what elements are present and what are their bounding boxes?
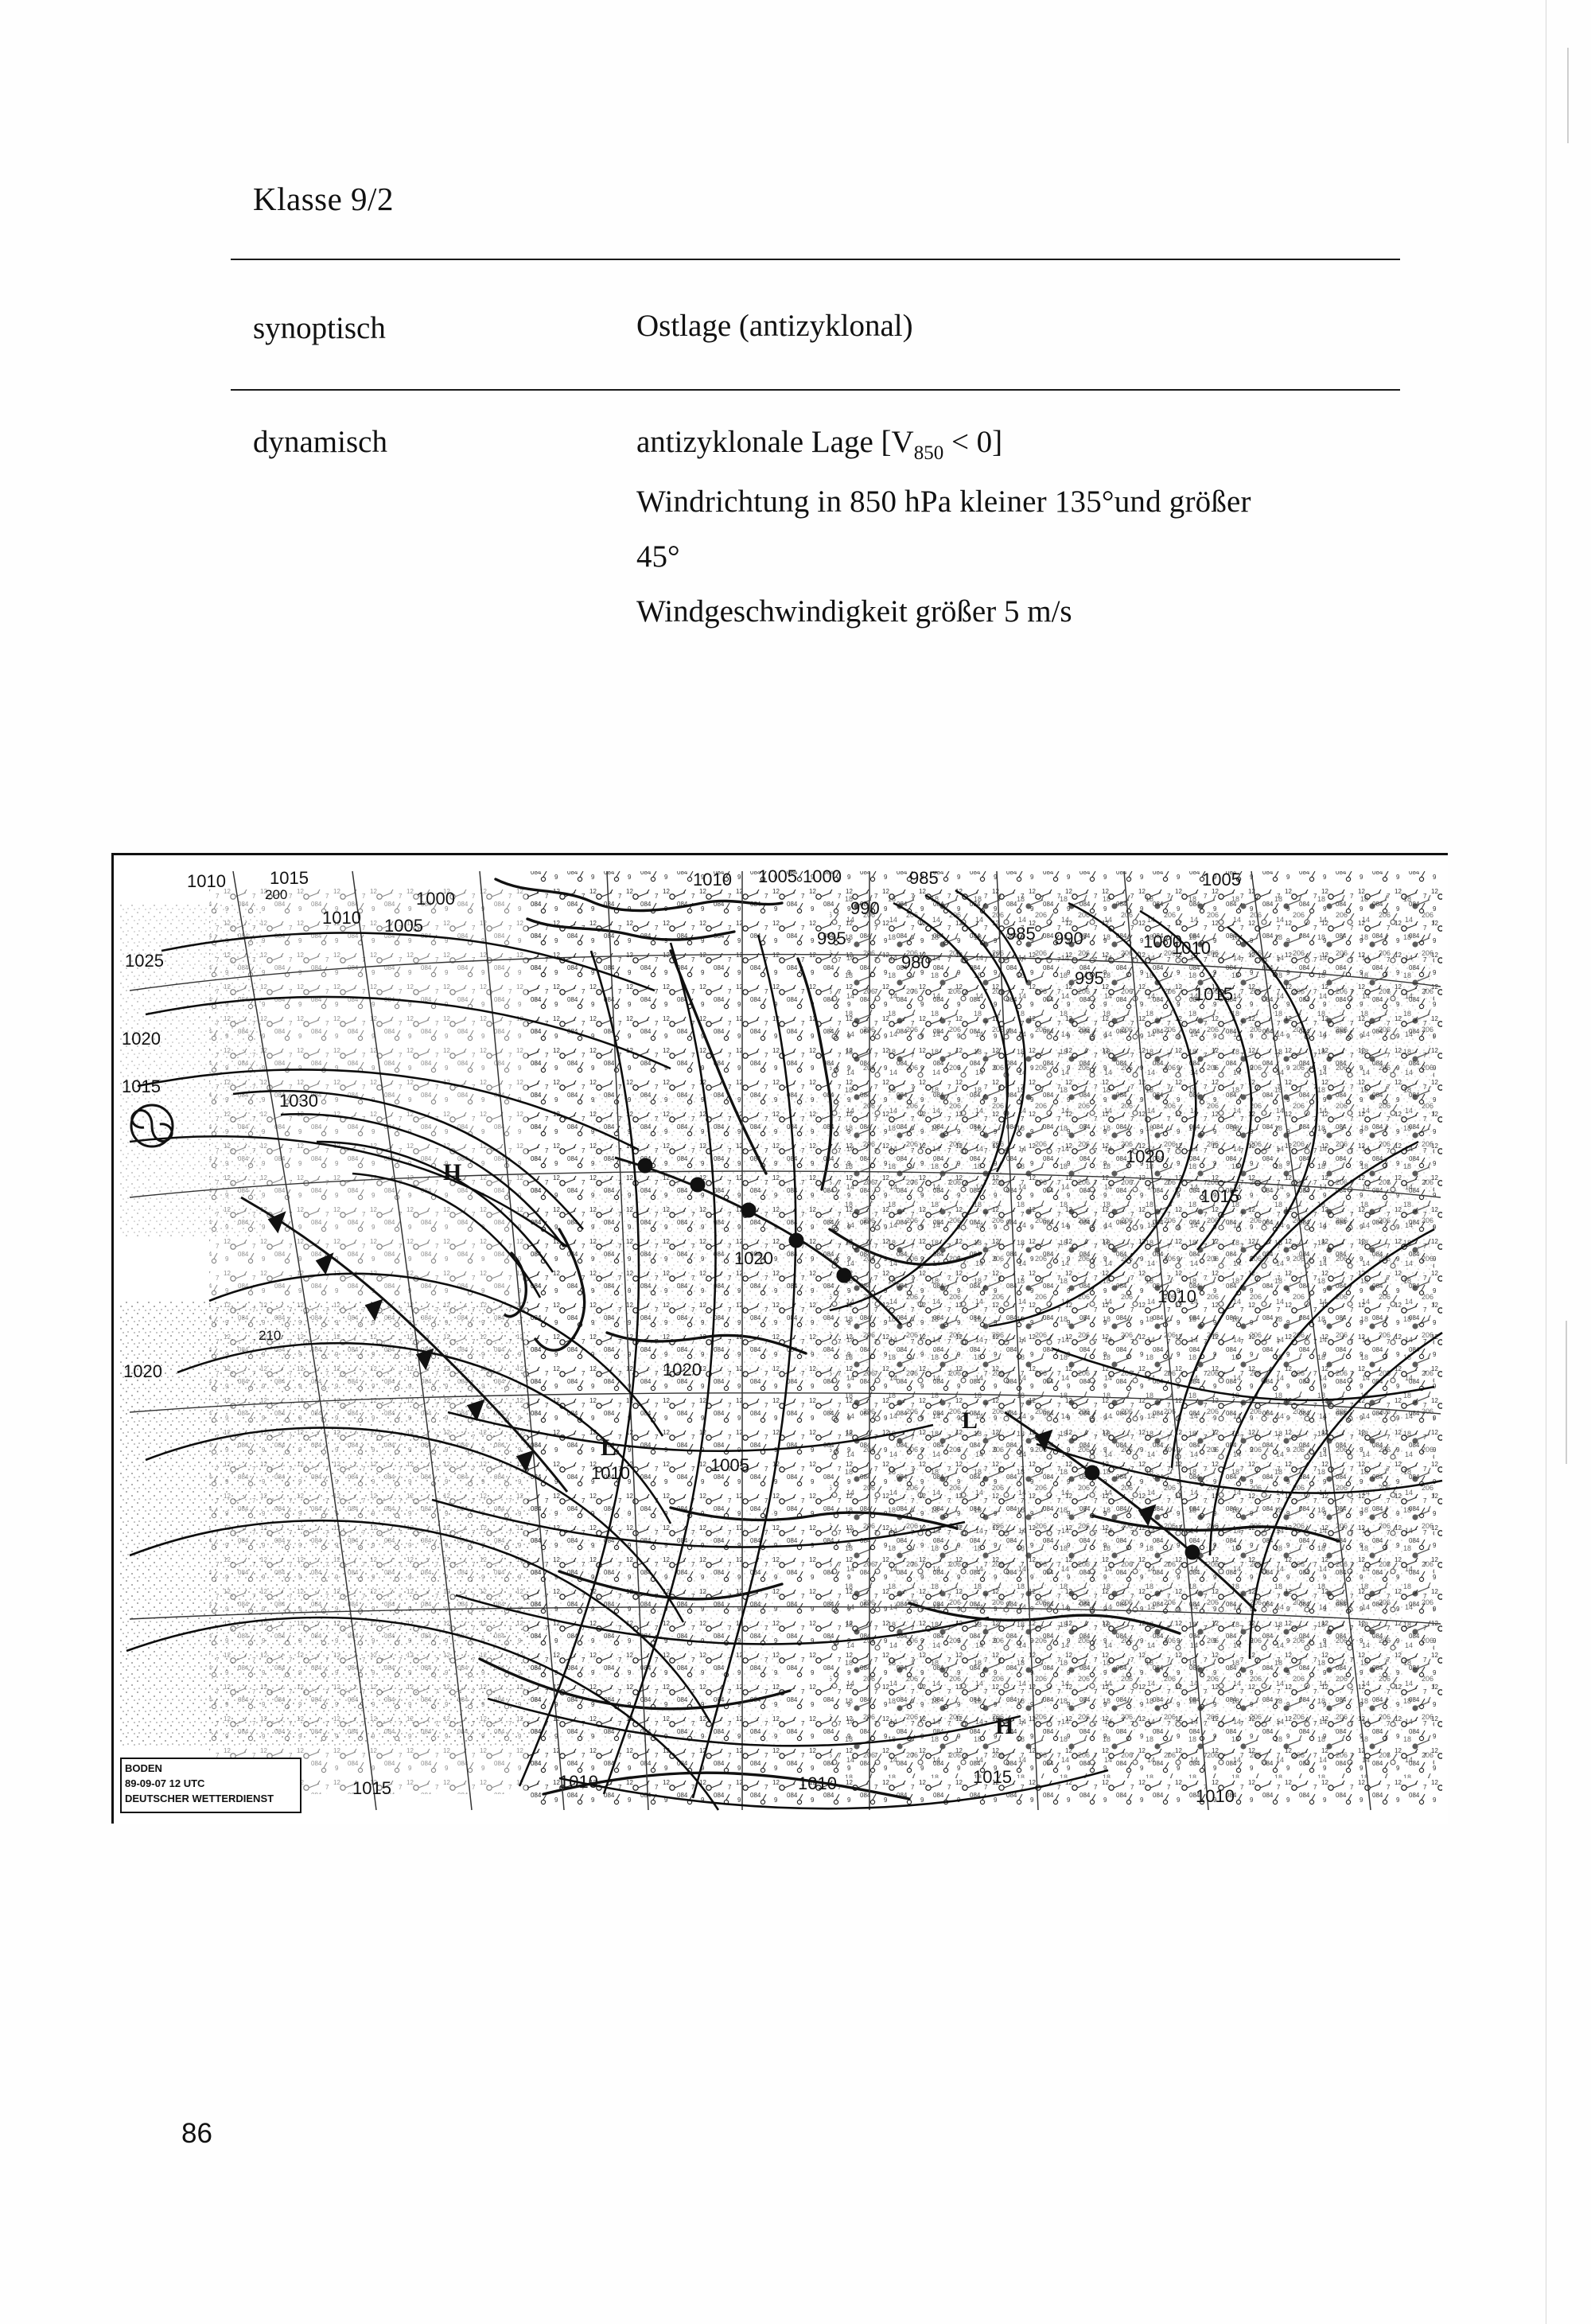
isobar-label: 1020 — [122, 1029, 161, 1049]
isobar-label: 1010 — [322, 908, 361, 928]
weather-map-frame — [111, 853, 1448, 1824]
isobar-label: 1005 — [710, 1455, 749, 1475]
pressure-center-low: L — [962, 1407, 978, 1434]
isobar-label: 985 — [1006, 924, 1036, 944]
isobar-label: 1010 — [798, 1773, 837, 1793]
isobar-label: 1030 — [279, 1091, 318, 1111]
isobar-label: 1015 — [352, 1778, 391, 1798]
dynamisch-line-3: 45° — [636, 539, 680, 574]
scan-edge-tick — [1567, 48, 1569, 143]
isobar-label: 1010 — [559, 1772, 598, 1792]
weather-map-figure — [111, 853, 1448, 1824]
pressure-center-high: H — [995, 1713, 1014, 1739]
isobar-label: 1015 — [973, 1767, 1012, 1787]
map-stamp-line-2: 89-09-07 12 UTC — [125, 1777, 205, 1789]
isobar-label: 1005 — [384, 916, 423, 936]
isobar-label: 1000 — [1143, 932, 1182, 952]
isobar-label: 1010 — [1157, 1287, 1196, 1306]
page-number: 86 — [181, 2118, 212, 2149]
isobar-label: 210 — [259, 1328, 282, 1343]
isobar-label: 1025 — [125, 951, 164, 971]
isobar-label: 995 — [1075, 968, 1104, 988]
isobar-label: 1005 — [1202, 870, 1241, 890]
pressure-center-low: L — [601, 1434, 617, 1461]
isobar-label: 1005 — [758, 866, 797, 886]
row-label-dynamisch: dynamisch — [253, 425, 387, 459]
pressure-center-high: H — [443, 1159, 462, 1185]
dynamisch-line-1-subscript: 850 — [913, 442, 944, 464]
dynamisch-line-1-pre: antizyklonale Lage [V — [636, 425, 914, 459]
dynamisch-line-4: Windgeschwindigkeit größer 5 m/s — [636, 594, 1072, 629]
dynamisch-line-1 — [636, 424, 1416, 465]
row-label-synoptisch: synoptisch — [253, 311, 386, 345]
divider-middle — [231, 389, 1400, 391]
row-value-synoptisch: Ostlage (antizyklonal) — [636, 309, 913, 343]
isobar-label: 1015 — [1194, 984, 1233, 1004]
isobar-label: 985 — [909, 868, 939, 888]
divider-top — [231, 259, 1400, 260]
isobar-label: 1020 — [1126, 1146, 1165, 1166]
map-stamp-line-3: DEUTSCHER WETTERDIENST — [125, 1792, 274, 1804]
isobar-label: 990 — [850, 898, 880, 918]
isobar-label: 1010 — [187, 871, 226, 891]
page-title: Klasse 9/2 — [253, 181, 394, 217]
isobar-label: 995 — [817, 928, 846, 948]
isobar-label: 1010 — [1172, 938, 1211, 958]
isobar-label: 1015 — [1200, 1186, 1239, 1206]
isobar-label: 1000 — [416, 889, 455, 909]
isobar-label: 1010 — [693, 870, 732, 890]
isobar-label: 1010 — [591, 1463, 630, 1483]
isobar-label: 990 — [1054, 928, 1083, 948]
scan-edge-tick — [1566, 1321, 1567, 1464]
isobar-label: 1010 — [1196, 1786, 1235, 1806]
isobar-label: 1020 — [734, 1248, 773, 1268]
row-value-dynamisch — [636, 424, 1416, 648]
isobar-label: 1015 — [270, 868, 309, 888]
isobar-label: 1015 — [122, 1076, 161, 1096]
isobar-label: 1020 — [663, 1360, 702, 1380]
map-stamp-line-1: BODEN — [125, 1762, 162, 1774]
isobar-label: 200 — [265, 887, 288, 902]
weather-map-graphic — [114, 855, 1448, 1824]
isobar-label: 980 — [901, 952, 931, 972]
isobar-label: 1000 — [803, 866, 842, 886]
dynamisch-line-2: Windrichtung in 850 hPa kleiner 135°und größer — [636, 484, 1251, 519]
map-stamp — [120, 1758, 301, 1813]
isobar-label: 1020 — [123, 1361, 162, 1381]
dynamisch-line-1-post: < 0] — [943, 425, 1003, 459]
